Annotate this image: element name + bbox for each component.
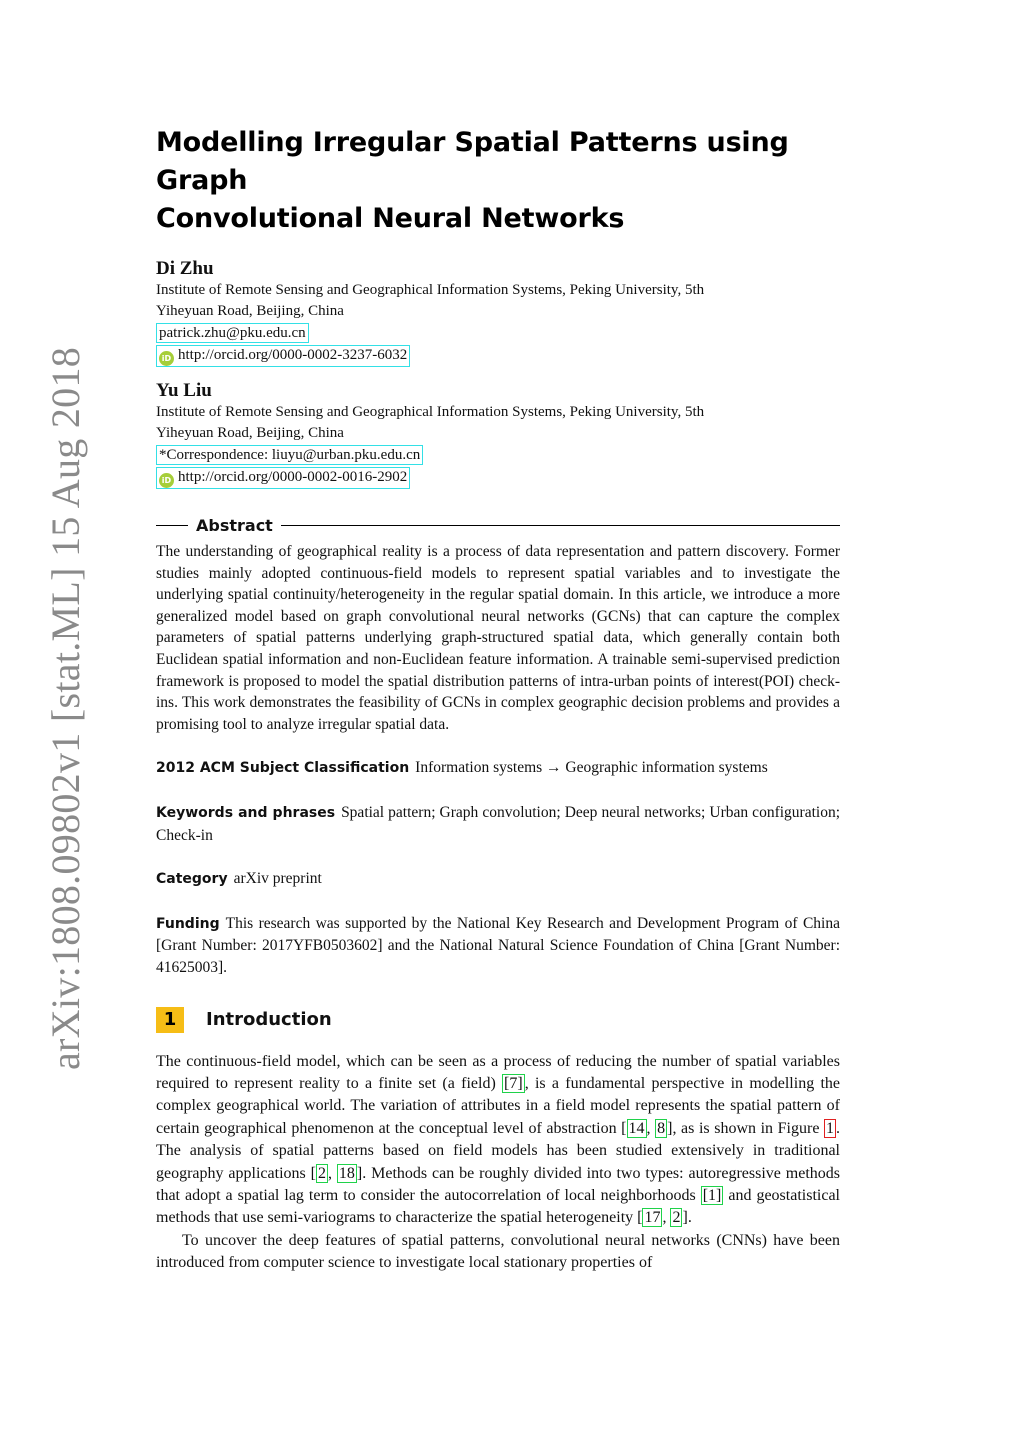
- author-block-2: [156, 380, 840, 490]
- arxiv-identifier-stamp: arXiv:1808.09802v1 [stat.ML] 15 Aug 2018: [43, 346, 88, 1070]
- section-heading-introduction: [156, 1007, 840, 1033]
- text-run: The continuous-field model, which can be seen as a process of reducing the number of spatial variables required to represent reality to a finite set (a field): [156, 1052, 840, 1092]
- author-email-link[interactable]: patrick.zhu@pku.edu.cn: [156, 323, 309, 343]
- keywords-label: Keywords and phrases: [156, 804, 336, 821]
- abstract-heading: [156, 516, 840, 535]
- orcid-url: http://orcid.org/0000-0002-0016-2902: [178, 469, 408, 485]
- citation-link[interactable]: 14: [628, 1119, 645, 1137]
- acm-label: 2012 ACM Subject Classification: [156, 760, 410, 777]
- text-run: ], as is shown in Figure: [667, 1119, 825, 1137]
- category: [156, 868, 840, 891]
- citation-link[interactable]: [7]: [504, 1074, 523, 1092]
- intro-paragraph-1: [156, 1051, 840, 1230]
- author-affiliation-line-1: Institute of Remote Sensing and Geographical Information Systems, Peking University, 5th: [156, 404, 705, 420]
- funding: [156, 913, 840, 979]
- title-line-2: Convolutional Neural Networks: [156, 203, 625, 234]
- text-run: ,: [662, 1209, 671, 1227]
- author-affiliation-line-2: Yiheyuan Road, Beijing, China: [156, 425, 344, 441]
- orcid-link[interactable]: [156, 345, 410, 367]
- abstract-label: Abstract: [196, 516, 273, 535]
- category-value: arXiv preprint: [233, 870, 322, 888]
- abstract-rule-right: [281, 525, 840, 526]
- author-name: Di Zhu: [156, 258, 214, 279]
- paper-title: [156, 124, 840, 238]
- category-label: Category: [156, 871, 228, 888]
- citation-link[interactable]: 2: [672, 1209, 681, 1227]
- text-run: ,: [327, 1164, 337, 1182]
- text-run: , is a fundamental perspective in modelling the complex geographical world. The variation of attributes in a field model represents the spatial pattern of certain geographical phenomenon at the conceptual level of abstraction [: [156, 1074, 841, 1137]
- keywords-value: Spatial pattern; Graph convolution; Deep neural networks; Urban configuration; Check-in: [156, 803, 840, 844]
- figure-reference-link[interactable]: 1: [826, 1119, 835, 1137]
- citation-link[interactable]: [1]: [702, 1186, 722, 1204]
- author-affiliation-line-1: Institute of Remote Sensing and Geographical Information Systems, Peking University, 5th: [156, 282, 705, 298]
- acm-value: Information systems → Geographic information systems: [415, 759, 768, 777]
- intro-paragraph-2: To uncover the deep features of spatial patterns, convolutional neural networks (CNNs) have been introduced from computer science to investigate local stationary properties of: [156, 1231, 840, 1272]
- author-name: Yu Liu: [156, 380, 212, 401]
- funding-label: Funding: [156, 915, 220, 932]
- citation-link[interactable]: 2: [317, 1164, 326, 1182]
- section-title: Introduction: [206, 1009, 332, 1030]
- keywords: [156, 802, 840, 846]
- paper-first-page: [156, 124, 840, 1275]
- acm-classification: [156, 757, 840, 780]
- abstract-rule-left: [156, 525, 188, 526]
- funding-value: This research was supported by the National Key Research and Development Program of China [Grant Number: 2017YFB0503602] and the National Natural Science Foundation of China [Grant Number: 41625003].: [156, 914, 840, 976]
- author-block-1: [156, 258, 840, 368]
- citation-link[interactable]: 17: [644, 1209, 661, 1227]
- author-affiliation-line-2: Yiheyuan Road, Beijing, China: [156, 303, 344, 319]
- citation-link[interactable]: 8: [657, 1119, 666, 1137]
- text-run: ,: [646, 1119, 656, 1137]
- citation-link[interactable]: 18: [338, 1164, 355, 1182]
- title-line-1: Modelling Irregular Spatial Patterns using Graph: [156, 127, 789, 196]
- author-email-link[interactable]: *Correspondence: liuyu@urban.pku.edu.cn: [156, 445, 423, 465]
- section-number-badge: 1: [156, 1007, 184, 1033]
- text-run: . The analysis of spatial patterns based on field models has been studied extensively in traditional geography applications [: [156, 1119, 841, 1182]
- abstract-text: The understanding of geographical reality is a process of data representation and pattern discovery. Former studies mainly adopted continuous-field models to represent spatial variables and to investigate the underlying spatial continuity/heterogeneity in the regular spatial domain. In this article, we introduce a more generalized model based on graph convolutional neural networks (GCNs) that can capture the complex parameters of spatial patterns underlying graph-structured spatial data, which generally contain both Euclidean spatial information and non-Euclidean feature information. A trainable semi-supervised prediction framework is proposed to model the spatial distribution patterns of intra-urban points of interest(POI) check-ins. This work demonstrates the feasibility of GCNs in complex geographic decision problems and provides a promising tool to analyze irregular spatial data.: [156, 543, 840, 733]
- text-run: ].: [682, 1209, 692, 1227]
- orcid-link[interactable]: [156, 467, 410, 489]
- text-run: ]. Methods can be roughly divided into two types: autoregressive methods that adopt a spatial lag term to consider the autocorrelation of local neighborhoods: [156, 1164, 841, 1204]
- orcid-icon: iD: [159, 473, 174, 488]
- text-run: and geostatistical methods that use semi-variograms to characterize the spatial heterogeneity [: [156, 1186, 840, 1227]
- orcid-url: http://orcid.org/0000-0002-3237-6032: [178, 347, 408, 363]
- orcid-icon: iD: [159, 351, 174, 366]
